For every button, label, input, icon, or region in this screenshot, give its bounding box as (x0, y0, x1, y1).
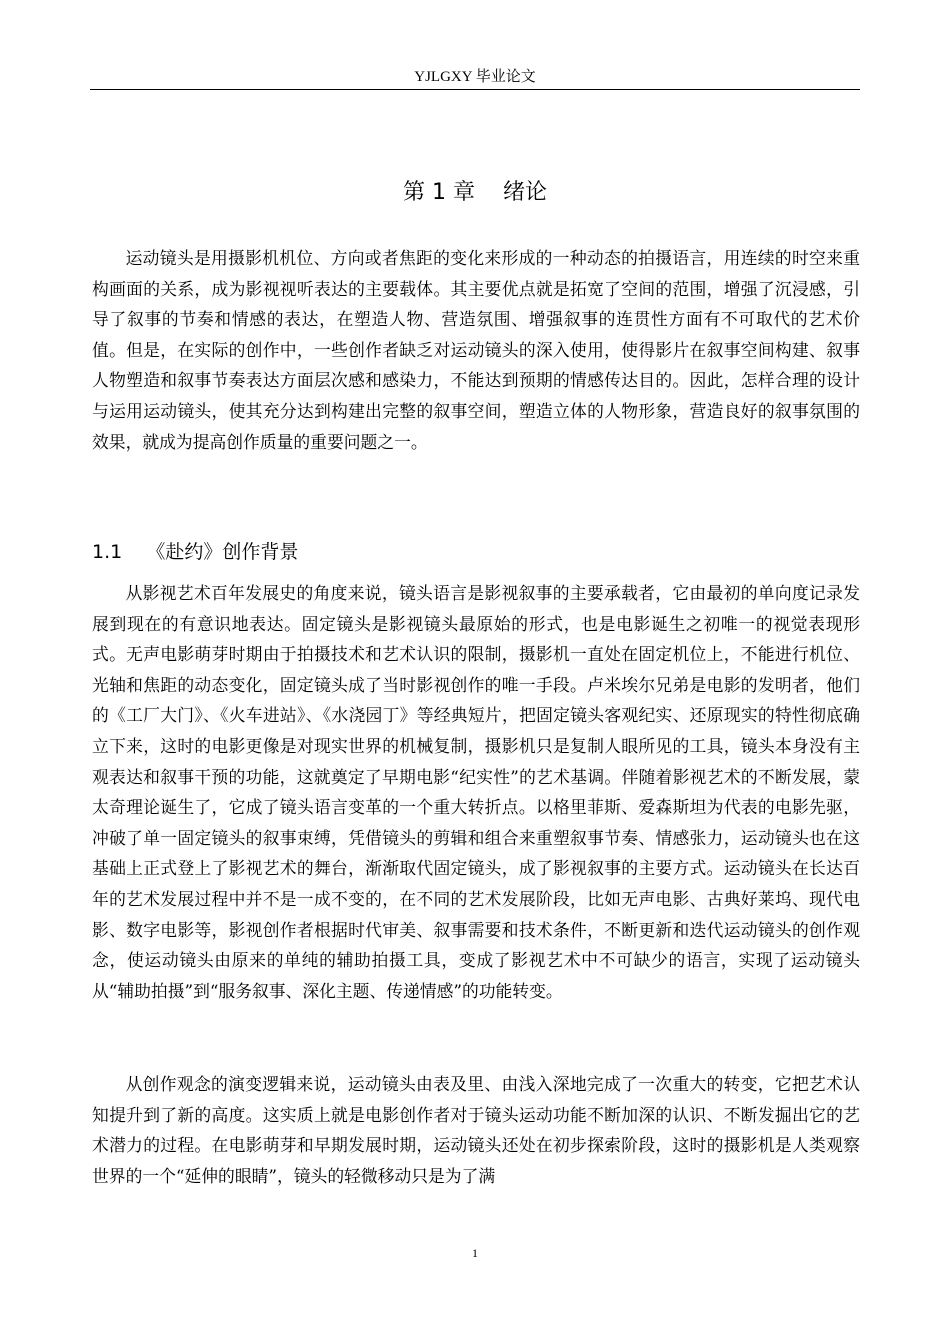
intro-paragraph: 运动镜头是用摄影机机位、方向或者焦距的变化来形成的一种动态的拍摄语言，用连续的时空来重构画面的关系，成为影视视听表达的主要载体。其主要优点就是拓宽了空间的范围，增强了沉浸感，引导了叙事的节奏和情感的表达，在塑造人物、营造氛围、增强叙事的连贯性方面有不可取代的艺术价值。但是，在实际的创作中，一些创作者缺乏对运动镜头的深入使用，使得影片在叙事空间构建、叙事人物塑造和叙事节奏表达方面层次感和感染力，不能达到预期的情感传达目的。因此，怎样合理的设计与运用运动镜头，使其充分达到构建出完整的叙事空间，塑造立体的人物形象，营造良好的叙事氛围的效果，就成为提高创作质量的重要问题之一。 (92, 248, 860, 452)
running-header: YJLGXY 毕业论文 (414, 69, 536, 85)
page-number: 1 (472, 1246, 478, 1260)
section-heading: 1.1 《赴约》创作背景 (92, 541, 299, 563)
section-paragraph-2: 从创作观念的演变逻辑来说，运动镜头由表及里、由浅入深地完成了一次重大的转变，它把艺术认知提升到了新的高度。这实质上就是电影创作者对于镜头运动功能不断加深的认识、不断发掘出它的艺术潜力的过程。在电影萌芽和早期发展时期，运动镜头还处在初步探索阶段，这时的摄影机是人类观察世界的一个“延伸的眼睛”，镜头的轻微移动只是为了满 (92, 1074, 860, 1186)
chapter-title: 第 1 章 绪论 (403, 180, 547, 205)
section-paragraph-1: 从影视艺术百年发展史的角度来说，镜头语言是影视叙事的主要承载者，它由最初的单向度记录发展到现在的有意识地表达。固定镜头是影视镜头最原始的形式，也是电影诞生之初唯一的视觉表现形式。无声电影萌芽时期由于拍摄技术和艺术认识的限制，摄影机一直处在固定机位上，不能进行机位、光轴和焦距的动态变化，固定镜头成了当时影视创作的唯一手段。卢米埃尔兄弟是电影的发明者，他们的《工厂大门》、《火车进站》、《水浇园丁》等经典短片，把固定镜头客观纪实、还原现实的特性彻底确立下来，这时的电影更像是对现实世界的机械复制，摄影机只是复制人眼所见的工具，镜头本身没有主观表达和叙事干预的功能，这就奠定了早期电影“纪实性”的艺术基调。伴随着影视艺术的不断发展，蒙太奇理论诞生了，它成了镜头语言变革的一个重大转折点。以格里菲斯、爱森斯坦为代表的电影先驱，冲破了单一固定镜头的叙事束缚，凭借镜头的剪辑和组合来重塑叙事节奏、情感张力，运动镜头也在这基础上正式登上了影视艺术的舞台，渐渐取代固定镜头，成了影视叙事的主要方式。运动镜头在长达百年的艺术发展过程中并不是一成不变的，在不同的艺术发展阶段，比如无声电影、古典好莱坞、现代电影、数字电影等，影视创作者根据时代审美、叙事需要和技术条件，不断更新和迭代运动镜头的创作观念，使运动镜头由原来的单纯的辅助拍摄工具，变成了影视艺术中不可缺少的语言，实现了运动镜头从“辅助拍摄”到“服务叙事、深化主题、传递情感”的功能转变。 (92, 583, 860, 1001)
header-divider (90, 89, 860, 90)
